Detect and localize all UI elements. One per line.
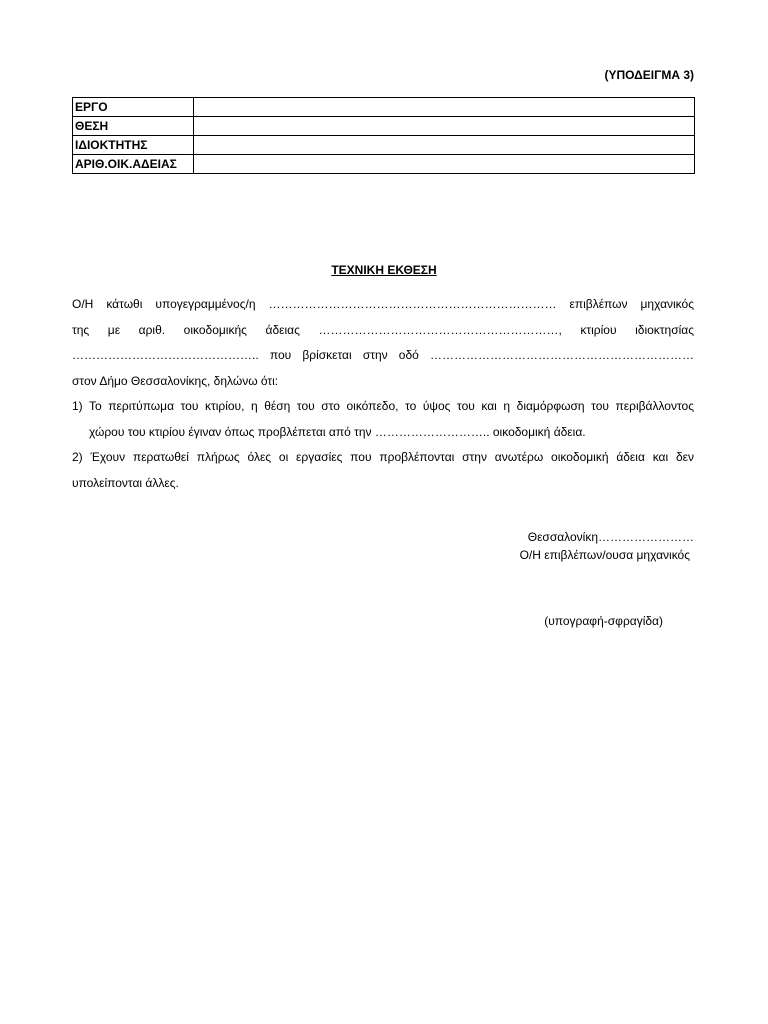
table-row [73, 155, 695, 174]
row-label-owner: ΙΔΙΟΚΤΗΤΗΣ [73, 136, 194, 155]
signature-role: Ο/Η επιβλέπων/ουσα μηχανικός [519, 548, 690, 562]
row-value-owner[interactable] [194, 136, 695, 155]
row-value-location[interactable] [194, 117, 695, 136]
report-body [72, 292, 694, 496]
project-info-table [72, 97, 695, 174]
declaration-item-2-continued: υπολείπονται άλλες. [72, 475, 179, 490]
body-line: Ο/Η κάτωθι υπογεγραμμένος/η ……………………………………………………………… επιβλέπων μηχανικός [72, 297, 694, 311]
row-label-permit-number: ΑΡΙΘ.ΟΙΚ.ΑΔΕΙΑΣ [73, 155, 194, 174]
body-line: στον Δήμο Θεσσαλονίκης, δηλώνω ότι: [72, 373, 279, 388]
row-value-permit-number[interactable] [194, 155, 695, 174]
row-label-project: ΕΡΓΟ [73, 98, 194, 117]
table-row [73, 98, 695, 117]
body-line: ……………………………………….. που βρίσκεται στην οδό ………………………………………………………… [72, 348, 694, 362]
table-row [73, 117, 695, 136]
row-value-project[interactable] [194, 98, 695, 117]
declaration-item-1: 1) Το περιτύπωμα του κτιρίου, η θέση του στο οικόπεδο, το ύψος του και η διαμόρφωση του περιβάλλοντος [72, 399, 694, 413]
signature-city: Θεσσαλονίκη…………………… [527, 530, 694, 544]
declaration-item-1-continued: χώρου του κτιρίου έγιναν όπως προβλέπεται από την ……………………….. οικοδομική άδεια. [89, 424, 586, 439]
body-line: της με αριθ. οικοδομικής άδειας ……………………………………………………, κτιρίου ιδιοκτησίας [72, 322, 694, 337]
declaration-item-2: 2) Έχουν περατωθεί πλήρως όλες οι εργασίες που προβλέπονται στην ανωτέρω οικοδομική άδεια και δεν [72, 450, 694, 464]
document-title: ΤΕΧΝΙΚΗ ΕΚΘΕΣΗ [331, 263, 437, 277]
table-row [73, 136, 695, 155]
template-reference: (ΥΠΟΔΕΙΓΜΑ 3) [604, 68, 694, 82]
row-label-location: ΘΕΣΗ [73, 117, 194, 136]
signature-stamp-label: (υπογραφή-σφραγίδα) [544, 614, 663, 628]
